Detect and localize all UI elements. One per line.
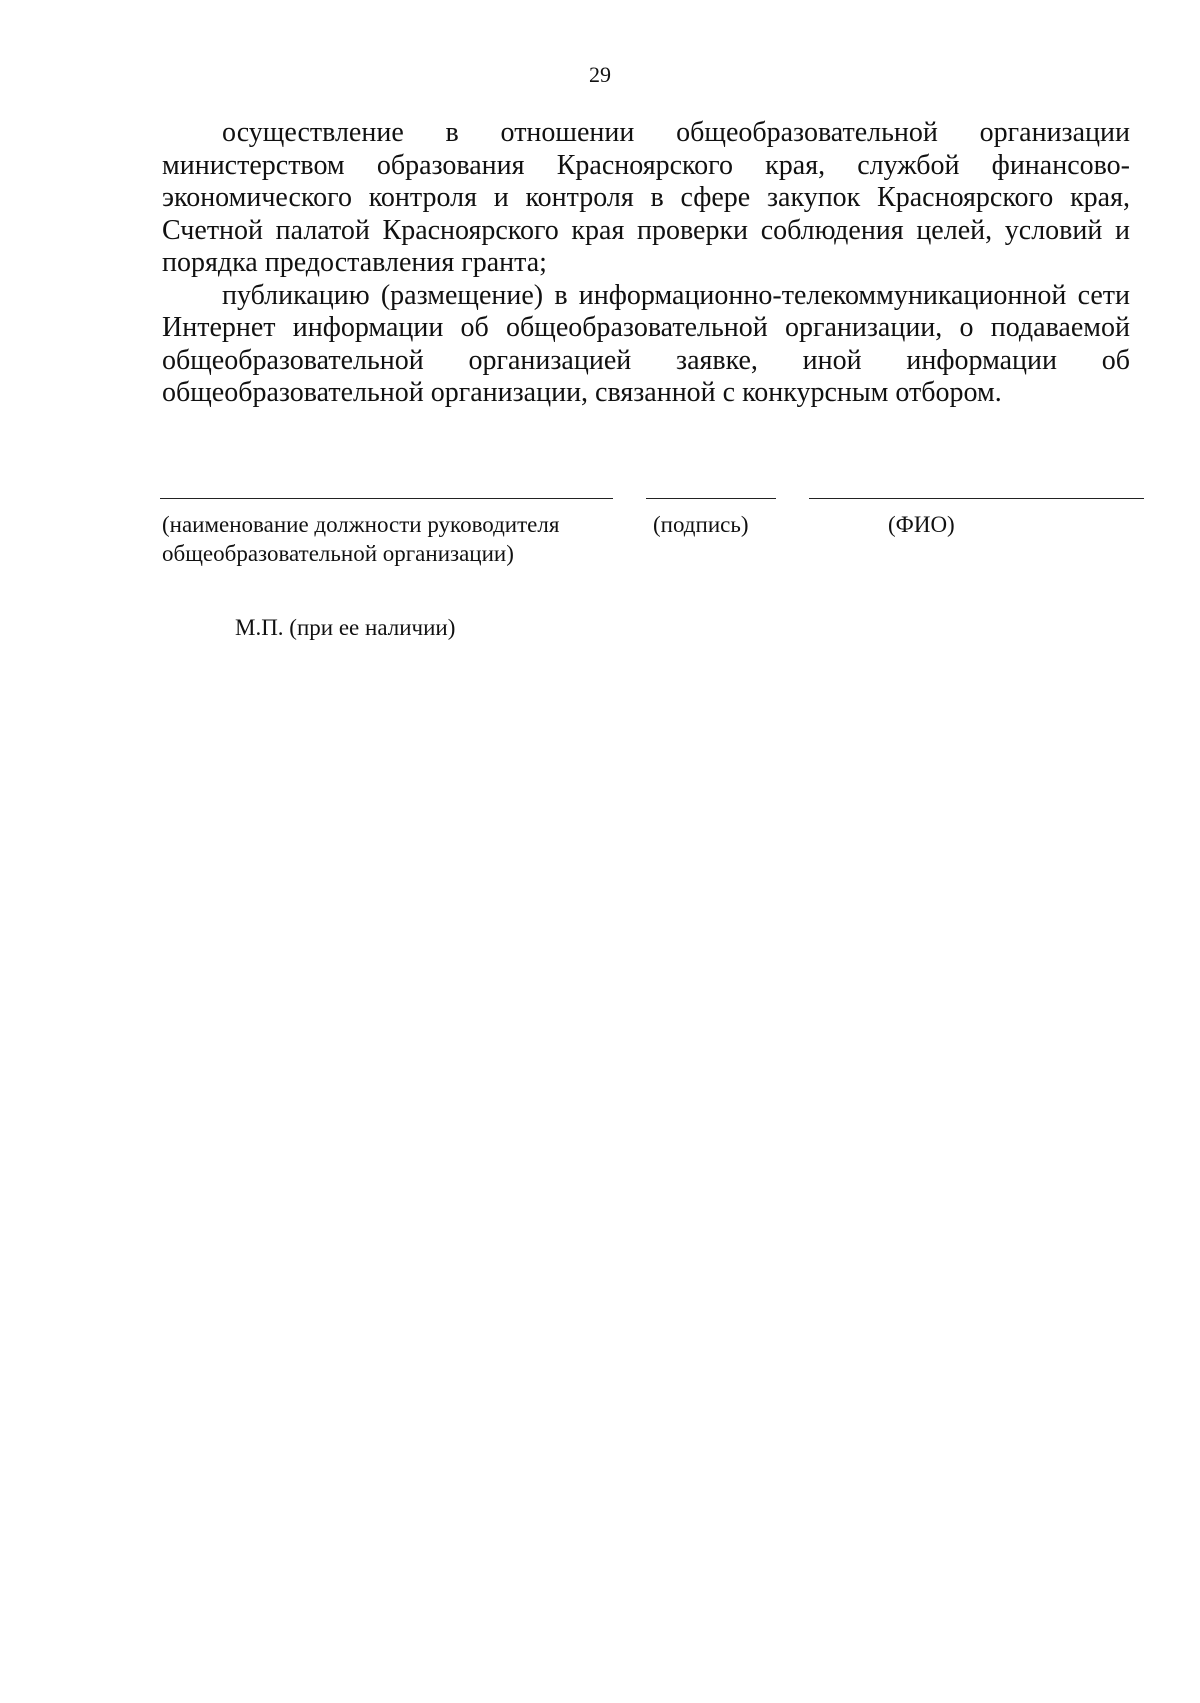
page-number: 29 — [589, 62, 611, 87]
signature-line — [646, 498, 776, 499]
stamp-note: М.П. (при ее наличии) — [235, 615, 456, 640]
position-signature-line — [160, 498, 613, 499]
paragraph-inspection-consent: осуществление в отношении общеобразовательной организации министерством образования Красноярского края, службой финансово-экономического контроля и контроля в сфере закупок Красноярского края, Счетной палатой Красноярского края проверки соблюдения целей, условий и порядка предоставления гранта; — [162, 117, 1130, 278]
full-name-caption: (ФИО) — [888, 512, 955, 537]
signature-caption: (подпись) — [653, 512, 749, 537]
position-caption-line-2: общеобразовательной организации) — [162, 541, 514, 566]
full-name-line — [809, 498, 1144, 499]
document-body — [162, 117, 1130, 410]
paragraph-publication-consent: публикацию (размещение) в информационно-телекоммуникационной сети Интернет информации об общеобразовательной организации, о подаваемой общеобразовательной организацией заявке, иной информации об общеобразовательной организации, связанной с конкурсным отбором. — [162, 279, 1130, 408]
position-caption — [162, 510, 622, 568]
position-caption-line-1: (наименование должности руководителя — [162, 512, 560, 537]
